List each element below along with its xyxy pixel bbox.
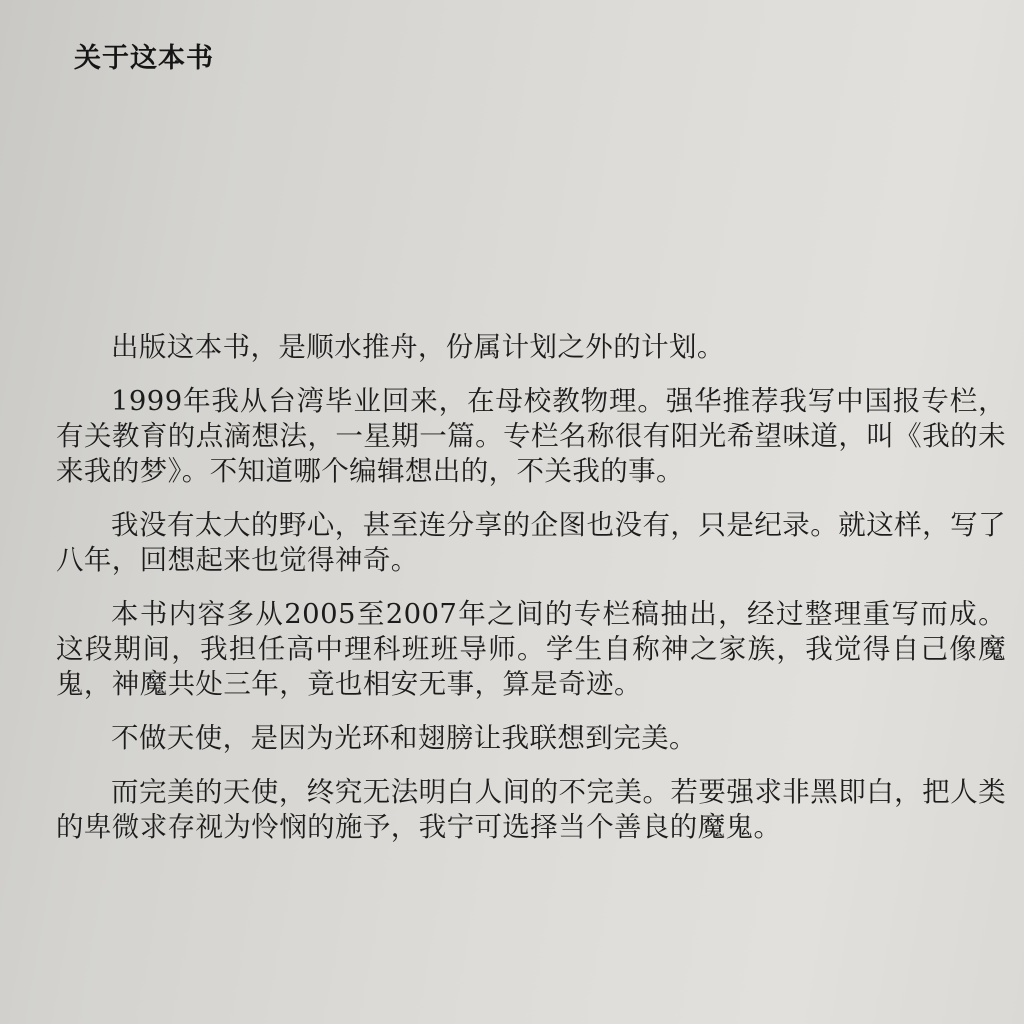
paragraph-2: 1999年我从台湾毕业回来，在母校教物理。强华推荐我写中国报专栏，有关教育的点滴想法，一星期一篇。专栏名称很有阳光希望味道，叫《我的未来我的梦》。不知道哪个编辑想出的，不关我的事。 bbox=[56, 385, 1006, 487]
paragraph-6: 而完美的天使，终究无法明白人间的不完美。若要强求非黑即白，把人类的卑微求存视为怜悯的施予，我宁可选择当个善良的魔鬼。 bbox=[56, 776, 1006, 843]
body-text bbox=[56, 330, 1006, 864]
paragraph-1: 出版这本书，是顺水推舟，份属计划之外的计划。 bbox=[111, 331, 725, 363]
page-heading: 关于这本书 bbox=[74, 43, 214, 74]
paragraph-3: 我没有太大的野心，甚至连分享的企图也没有，只是纪录。就这样，写了八年，回想起来也觉得神奇。 bbox=[56, 509, 1006, 576]
paragraph-4: 本书内容多从2005至2007年之间的专栏稿抽出，经过整理重写而成。这段期间，我担任高中理科班班导师。学生自称神之家族，我觉得自己像魔鬼，神魔共处三年，竟也相安无事，算是奇迹。 bbox=[56, 598, 1006, 700]
paragraph-5: 不做天使，是因为光环和翅膀让我联想到完美。 bbox=[111, 722, 697, 754]
